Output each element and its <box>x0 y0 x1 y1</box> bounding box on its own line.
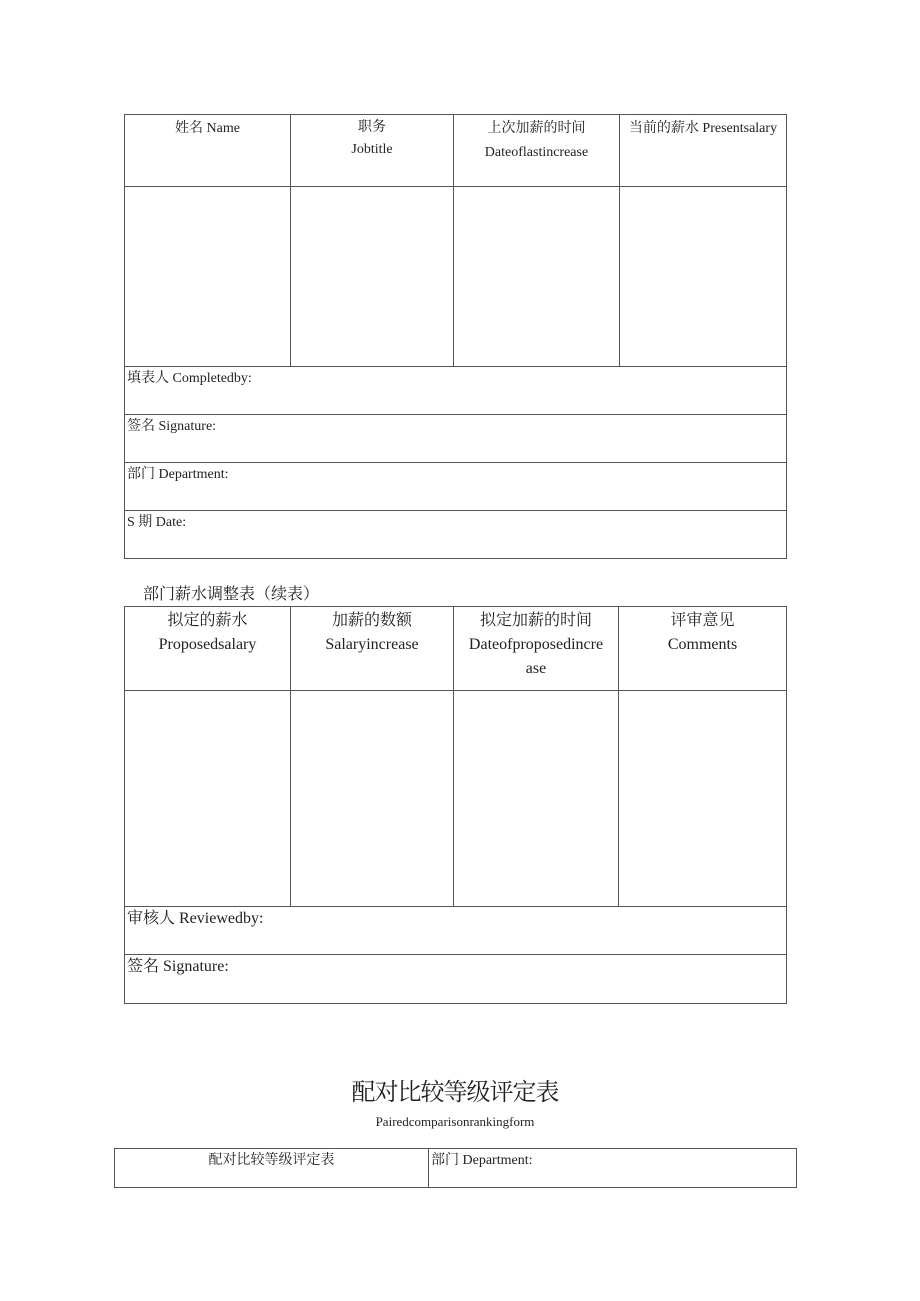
table-body-row <box>125 691 787 907</box>
header-proposed-increase-date <box>454 607 619 691</box>
table-header-row <box>125 607 787 691</box>
header-proposed-increase-date-en-wrap: ase <box>525 660 547 677</box>
table-row <box>125 367 787 415</box>
header-jobtitle <box>291 115 454 187</box>
salary-adjustment-table <box>124 114 787 559</box>
reviewed-by-field[interactable]: 审核人 Reviewedby: <box>125 907 787 955</box>
department-cell[interactable]: 部门 Department: <box>429 1149 797 1188</box>
header-present-salary <box>620 115 787 187</box>
input-cell-comments[interactable] <box>619 691 787 907</box>
continued-table-caption: 部门薪水调整表（续表） <box>143 586 320 603</box>
table-row <box>125 463 787 511</box>
input-cell-proposed-increase-date[interactable] <box>454 691 619 907</box>
table-row <box>115 1149 797 1188</box>
table-row <box>125 415 787 463</box>
header-comments-en: Comments <box>667 636 738 653</box>
header-jobtitle-en: Jobtitle <box>351 142 393 157</box>
table-header-row <box>125 115 787 187</box>
header-proposed-salary <box>125 607 291 691</box>
table-row <box>125 907 787 955</box>
table-row <box>125 955 787 1004</box>
input-cell-name[interactable] <box>125 187 291 367</box>
form-title: 配对比较等级评定表 <box>351 1078 559 1106</box>
header-jobtitle-cn: 职务 <box>358 120 386 135</box>
input-cell-present-salary[interactable] <box>620 187 787 367</box>
input-cell-salary-increase[interactable] <box>291 691 454 907</box>
paired-comparison-table <box>114 1148 797 1188</box>
header-name-label: 姓名 Name <box>175 121 240 136</box>
table-row <box>125 511 787 559</box>
input-cell-jobtitle[interactable] <box>291 187 454 367</box>
header-comments <box>619 607 787 691</box>
header-last-increase-en: Dateoflastincrease <box>484 145 589 160</box>
salary-adjustment-continued-table <box>124 606 787 1004</box>
header-comments-cn: 评审意见 <box>670 612 735 629</box>
input-cell-proposed-salary[interactable] <box>125 691 291 907</box>
form-name-cell: 配对比较等级评定表 <box>115 1149 429 1188</box>
table-body-row <box>125 187 787 367</box>
header-proposed-salary-en: Proposedsalary <box>158 636 257 653</box>
completed-by-field[interactable]: 填表人 Completedby: <box>125 367 787 415</box>
date-field[interactable]: S 期 Date: <box>125 511 787 559</box>
header-present-salary-label: 当前的薪水 Presentsalary <box>628 121 778 136</box>
header-last-increase <box>454 115 620 187</box>
department-field[interactable]: 部门 Department: <box>125 463 787 511</box>
header-last-increase-cn: 上次加薪的时间 <box>487 121 586 136</box>
form-subtitle: Pairedcomparisonrankingform <box>375 1114 535 1129</box>
signature-field[interactable]: 签名 Signature: <box>125 415 787 463</box>
header-proposed-increase-date-en: Dateofproposedincre <box>468 636 604 653</box>
header-salary-increase-en: Salaryincrease <box>325 636 419 653</box>
header-proposed-increase-date-cn: 拟定加薪的时间 <box>479 612 592 629</box>
header-name <box>125 115 291 187</box>
header-salary-increase-cn: 加薪的数额 <box>331 612 412 629</box>
review-signature-field[interactable]: 签名 Signature: <box>125 955 787 1004</box>
header-salary-increase <box>291 607 454 691</box>
header-proposed-salary-cn: 拟定的薪水 <box>167 612 248 629</box>
input-cell-last-increase[interactable] <box>454 187 620 367</box>
